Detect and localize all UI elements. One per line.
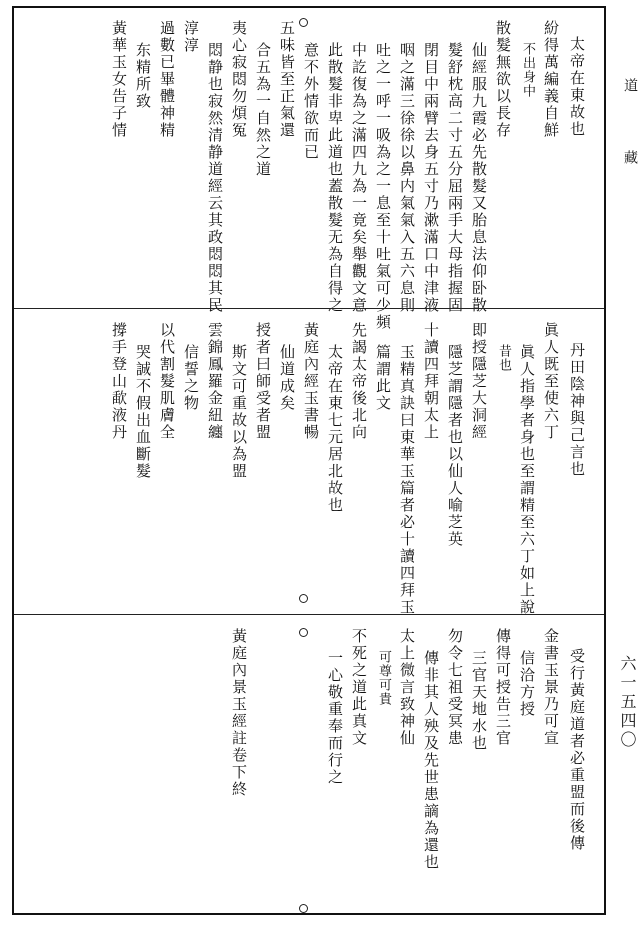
text-column: 太帝在東七元居北故也 xyxy=(326,344,344,514)
text-column: 中訖復為之滿四九為一竟矣舉觀文意 xyxy=(350,42,368,314)
text-column: 五味皆至正氣還 xyxy=(278,20,296,139)
text-column: 三官天地水也 xyxy=(470,650,488,752)
text-column: 东精所致 xyxy=(134,42,152,110)
text-column: 夷心寂悶勿煩冤 xyxy=(230,20,248,139)
text-column: 眞人既至使六丁 xyxy=(542,322,560,441)
text-column: 受行黃庭道者必重盟而後傳 xyxy=(568,648,586,852)
text-column: 太帝在東故也 xyxy=(568,36,586,138)
margin-char: 道 xyxy=(622,78,638,98)
text-column: 篇謂此文 xyxy=(374,344,392,412)
text-column: 以代割髮肌膚全 xyxy=(158,322,176,441)
text-column: 傳非其人殃及先世患謫為還也 xyxy=(422,650,440,871)
text-column: 黃庭內經玉書暢 xyxy=(302,322,320,441)
text-column: 即授隱芝大洞經 xyxy=(470,322,488,441)
text-column: 悶静也寂然清静道經云其政悶悶其民 xyxy=(206,42,224,314)
text-panel-bottom xyxy=(14,616,604,913)
text-column: 合五為一自然之道 xyxy=(254,42,272,178)
text-panel-top xyxy=(14,8,604,331)
text-column: 不死之道此真文 xyxy=(350,628,368,747)
text-column: 授者曰師受者盟 xyxy=(254,322,272,441)
text-column: 先謁太帝後北向 xyxy=(350,322,368,441)
text-column: 咽之滿三徐徐以鼻内氣氣入五六息則 xyxy=(398,42,416,314)
text-column: 信誓之物 xyxy=(182,344,200,412)
text-column: 勿令七祖受冥患 xyxy=(446,628,464,747)
text-column: 紛得萬編義自鮮 xyxy=(542,20,560,139)
page-number: 六一五四〇 xyxy=(618,655,637,750)
collation-circle xyxy=(299,904,308,913)
collation-circle xyxy=(299,18,308,27)
text-column: 仙經服九霞必先散髮又胎息法仰卧散 xyxy=(470,42,488,314)
margin-char: 藏 xyxy=(622,150,638,171)
text-column: 過數已畢體神精 xyxy=(158,20,176,139)
text-column: 淳淳 xyxy=(182,20,200,54)
panel-divider xyxy=(14,614,604,615)
text-column: 哭誠不假出血斷髮 xyxy=(134,344,152,480)
text-column: 玉精真訣曰東華玉篇者必十讀四拜玉 xyxy=(398,344,416,616)
text-column: 隱芝謂隱者也以仙人喻芝英 xyxy=(446,344,464,548)
text-panel-middle xyxy=(14,310,604,614)
text-column: 吐之一呼一吸為之一息至十吐氣可少頻 xyxy=(374,42,392,331)
text-column: 此散髮非卑此道也蓋散髮无為自得之 xyxy=(326,42,344,314)
text-column: 信洽方授 xyxy=(518,650,536,718)
text-column: 一心敬重奉而行之 xyxy=(326,650,344,786)
margin-title xyxy=(620,78,640,170)
collation-circle xyxy=(299,628,308,637)
text-column: 不出身中 xyxy=(520,42,535,98)
text-column: 黃華玉女告子情 xyxy=(110,20,128,139)
text-column: 昔也 xyxy=(496,344,511,372)
text-column: 黃庭內景玉經註卷下終 xyxy=(230,628,248,798)
text-column: 傳得可授告三官 xyxy=(494,628,512,747)
page-frame xyxy=(12,6,606,915)
text-column: 雲錦鳳羅金紐纏 xyxy=(206,322,224,441)
text-column: 眞人指學者身也至謂精至六丁如上說 xyxy=(518,344,536,616)
text-column: 可尊可貴 xyxy=(376,650,391,706)
text-column: 太上微言致神仙 xyxy=(398,628,416,747)
text-column: 十讀四拜朝太上 xyxy=(422,322,440,441)
text-column: 髮舒枕高二寸五分屈兩手大母指握固 xyxy=(446,42,464,314)
text-column: 斯文可重故以為盟 xyxy=(230,344,248,480)
text-column: 仙道成矣 xyxy=(278,344,296,412)
text-column: 閉目中兩臂去身五寸乃漱滿口中津液 xyxy=(422,42,440,314)
text-column: 意不外情欲而已 xyxy=(302,42,320,161)
text-column: 撐手登山歃液丹 xyxy=(110,322,128,441)
text-column: 丹田陰神與己言也 xyxy=(568,342,586,478)
collation-circle xyxy=(299,594,308,603)
text-column: 金書玉景乃可宣 xyxy=(542,628,560,747)
panel-divider xyxy=(14,308,604,309)
text-column: 散髮無欲以長存 xyxy=(494,20,512,139)
